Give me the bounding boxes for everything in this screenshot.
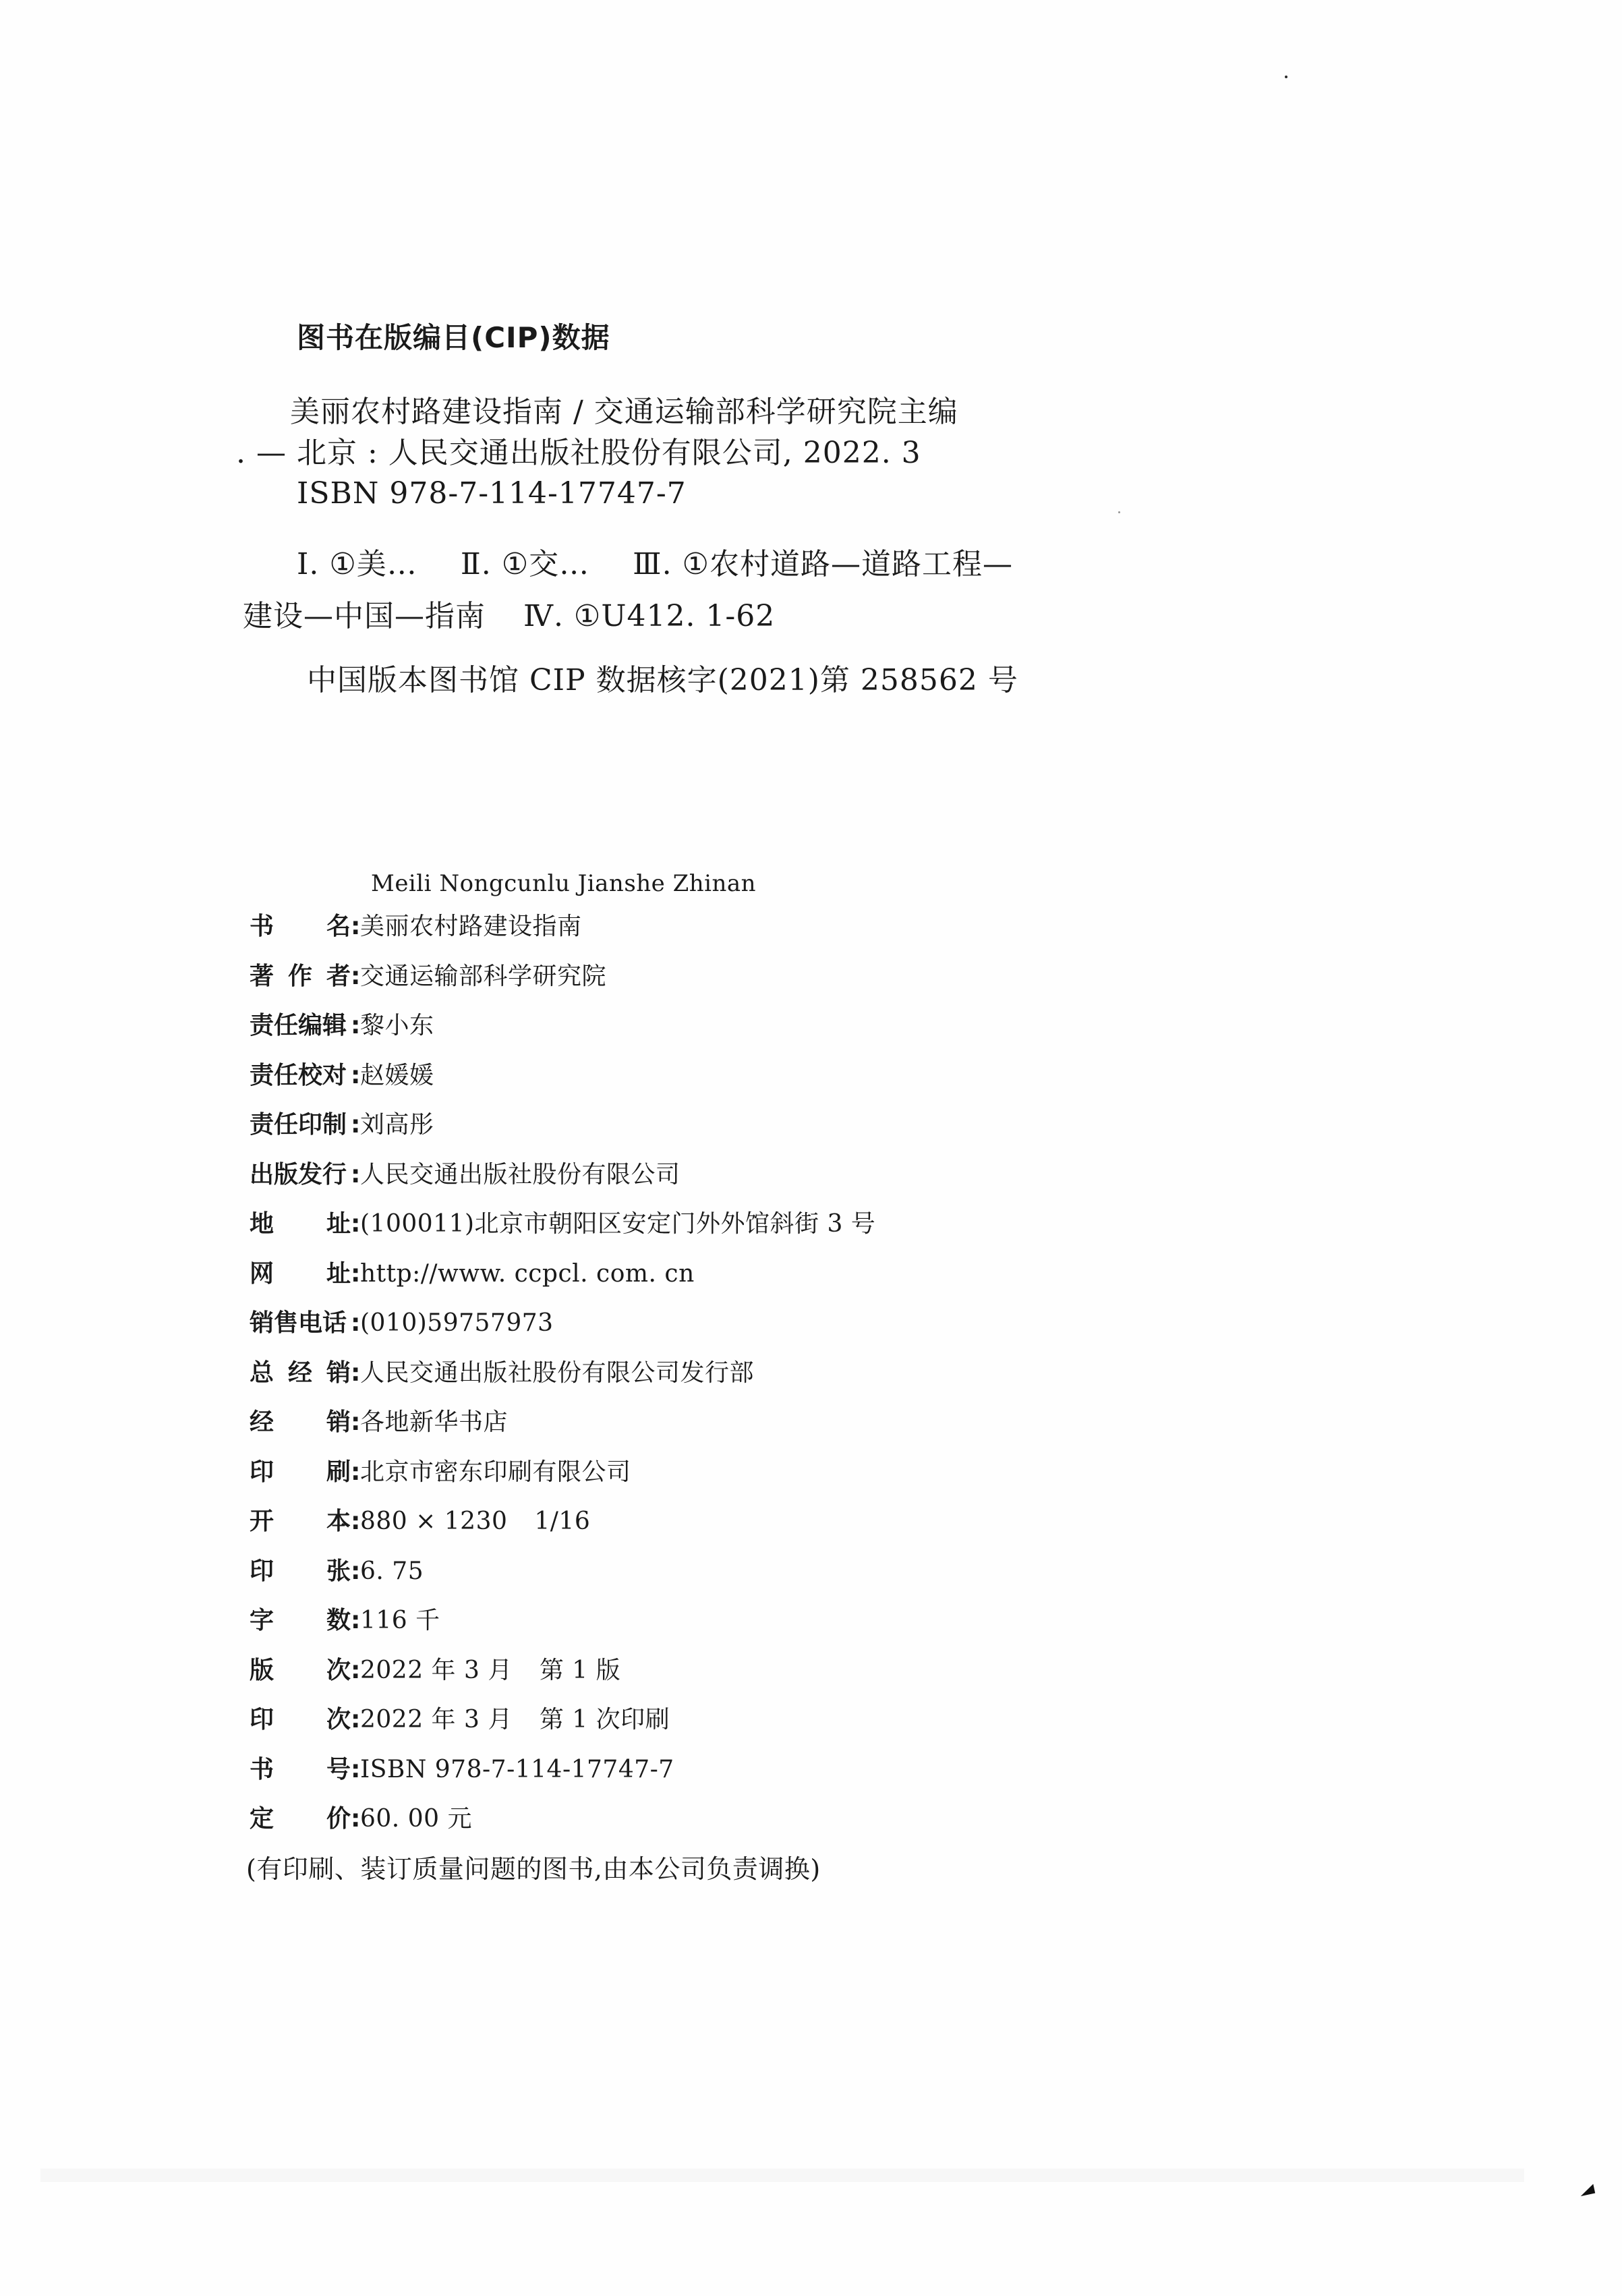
publication-info-table	[250, 907, 1261, 1849]
info-label-char: 开	[250, 1508, 274, 1535]
info-colon: :	[351, 1061, 361, 1089]
info-colon: :	[351, 1458, 361, 1486]
cip-isbn-line: ISBN 978-7-114-17747-7	[297, 476, 687, 511]
info-value-text: 880 × 1230	[360, 1508, 508, 1535]
info-label-char: 出版发行	[250, 1160, 347, 1188]
info-row	[250, 1006, 1261, 1056]
info-label-char: 责任校对	[250, 1061, 347, 1089]
info-colon: :	[351, 1557, 361, 1585]
cip-subject-seg-4: 建设—中国—指南	[243, 599, 486, 633]
info-label-char: 总	[250, 1358, 274, 1387]
info-colon: :	[351, 1656, 361, 1684]
info-value-text: 人民交通出版社股份有限公司	[360, 1160, 680, 1188]
info-row	[250, 1205, 1261, 1255]
cip-publisher-line: . — 北京 : 人民交通出版社股份有限公司, 2022. 3	[236, 436, 921, 470]
info-label-char: 字	[250, 1607, 274, 1634]
info-row	[250, 1750, 1261, 1800]
info-value	[360, 1309, 554, 1337]
info-label	[250, 1800, 351, 1834]
info-label-char: 销售电话	[250, 1309, 347, 1337]
info-value-text: 交通运输部科学研究院	[360, 962, 607, 990]
info-colon: :	[351, 1358, 361, 1387]
info-label	[250, 1601, 351, 1636]
info-label	[250, 1255, 351, 1289]
info-label-char: 经	[250, 1408, 274, 1436]
info-value-text: (010)59757973	[360, 1309, 554, 1337]
info-row	[250, 1502, 1261, 1552]
info-label	[250, 1106, 351, 1140]
info-colon: :	[351, 1210, 361, 1238]
info-label-char: 次	[326, 1656, 351, 1684]
scan-speck	[1285, 76, 1287, 78]
info-label-char: 名	[326, 913, 351, 940]
info-value	[360, 1403, 508, 1437]
info-label-char: 次	[326, 1706, 351, 1733]
info-value	[360, 1601, 440, 1636]
cip-classification-code: Ⅳ. ①U412. 1-62	[523, 599, 776, 633]
info-row	[250, 1354, 1261, 1404]
info-value-secondary: 第 1 版	[539, 1656, 621, 1684]
info-row	[250, 1056, 1261, 1106]
info-label	[250, 1205, 351, 1239]
info-value	[360, 1155, 680, 1190]
info-label-char: 著	[250, 962, 274, 990]
info-label	[250, 1651, 351, 1686]
info-colon: :	[351, 1012, 361, 1039]
info-label	[250, 1750, 351, 1785]
info-label-char: 本	[326, 1508, 351, 1535]
info-value	[360, 1006, 434, 1041]
info-label-char: 经	[287, 1358, 312, 1387]
info-label-char: 责任印制	[250, 1111, 347, 1139]
info-row	[250, 1255, 1261, 1304]
info-label	[250, 1502, 351, 1537]
info-value-text: 6. 75	[360, 1557, 424, 1585]
info-colon: :	[351, 1508, 361, 1535]
info-colon: :	[351, 1607, 361, 1634]
info-label	[250, 1155, 351, 1190]
info-colon: :	[351, 1259, 361, 1288]
info-label-char: 销	[326, 1408, 351, 1436]
info-label	[250, 1403, 351, 1437]
info-value-text: ISBN 978-7-114-17747-7	[360, 1755, 674, 1783]
info-row	[250, 1106, 1261, 1155]
info-label	[250, 1552, 351, 1586]
cip-heading: 图书在版编目(CIP)数据	[297, 321, 610, 354]
info-value-text: 2022 年 3 月	[360, 1656, 513, 1684]
cip-subject-seg-3: Ⅲ. ①农村道路—道路工程—	[633, 547, 1013, 581]
info-value-text: 美丽农村路建设指南	[360, 913, 582, 940]
info-label-char: 版	[250, 1656, 274, 1684]
info-row	[250, 1453, 1261, 1503]
info-value	[360, 1205, 875, 1239]
cip-classification-line	[243, 592, 775, 635]
pinyin-title: Meili Nongcunlu Jianshe Zhinan	[371, 870, 757, 897]
info-value-text: http://www. ccpcl. com. cn	[360, 1259, 695, 1288]
info-colon: :	[351, 1706, 361, 1733]
cip-subject-seg-1: Ⅰ. ①美…	[297, 547, 417, 581]
info-label-char: 网	[250, 1259, 274, 1288]
info-row	[250, 1552, 1261, 1602]
info-colon: :	[351, 1309, 361, 1337]
info-label-char: 址	[326, 1210, 351, 1238]
info-label-char: 者	[326, 962, 351, 990]
info-colon: :	[351, 962, 361, 990]
info-label	[250, 907, 351, 942]
info-label-char: 刷	[326, 1458, 351, 1486]
info-label-char: 作	[287, 962, 312, 990]
info-colon: :	[351, 913, 361, 940]
info-colon: :	[351, 1408, 361, 1436]
info-label	[250, 1700, 351, 1735]
info-label	[250, 1354, 351, 1388]
info-colon: :	[351, 1755, 361, 1783]
info-value	[360, 1756, 674, 1783]
info-colon: :	[351, 1805, 361, 1833]
info-value	[360, 1557, 424, 1585]
info-label-char: 印	[250, 1458, 274, 1486]
info-value	[360, 957, 606, 992]
info-row	[250, 1304, 1261, 1354]
info-row	[250, 957, 1261, 1007]
info-value	[360, 1700, 670, 1735]
info-label	[250, 1453, 351, 1487]
info-label-char: 址	[326, 1259, 351, 1288]
info-label-char: 号	[326, 1755, 351, 1783]
info-label	[250, 1056, 351, 1091]
info-label-char: 销	[326, 1358, 351, 1387]
info-value-text: 2022 年 3 月	[360, 1706, 513, 1733]
info-value	[360, 1651, 620, 1686]
info-label	[250, 1304, 351, 1338]
info-row	[250, 1155, 1261, 1205]
info-row	[250, 1700, 1261, 1750]
info-value-text: 刘高彤	[360, 1111, 434, 1139]
info-value	[360, 1106, 434, 1140]
cip-title-line: 美丽农村路建设指南 / 交通运输部科学研究院主编	[290, 395, 958, 429]
info-label-char: 定	[250, 1805, 274, 1833]
cip-record-number: 中国版本图书馆 CIP 数据核字(2021)第 258562 号	[307, 663, 1018, 697]
info-value	[360, 1354, 754, 1388]
info-label-char: 印	[250, 1557, 274, 1585]
info-value-text: 北京市密东印刷有限公司	[360, 1458, 631, 1486]
info-value	[360, 1260, 695, 1288]
info-label	[250, 957, 351, 992]
info-label	[250, 1006, 351, 1041]
info-value-secondary: 1/16	[534, 1508, 591, 1535]
info-label-char: 责任编辑	[250, 1012, 347, 1039]
info-label-char: 张	[326, 1557, 351, 1585]
info-value-text: 人民交通出版社股份有限公司发行部	[360, 1358, 755, 1387]
info-value-text: 黎小东	[360, 1012, 434, 1039]
info-value-secondary: 第 1 次印刷	[539, 1706, 670, 1733]
info-label-char: 地	[250, 1210, 274, 1238]
info-row	[250, 1651, 1261, 1701]
info-value-text: (100011)北京市朝阳区安定门外外馆斜街 3 号	[360, 1210, 876, 1238]
info-colon: :	[351, 1160, 361, 1188]
scan-edge-band	[40, 2169, 1524, 2182]
info-colon: :	[351, 1111, 361, 1139]
info-value	[360, 907, 582, 942]
info-value-text: 60. 00 元	[360, 1805, 472, 1833]
info-label-char: 价	[326, 1805, 351, 1833]
info-value	[360, 1453, 631, 1487]
info-label-char: 书	[250, 913, 274, 940]
info-row	[250, 1601, 1261, 1651]
info-row	[250, 1403, 1261, 1453]
info-value	[360, 1056, 434, 1091]
info-value-text: 116 千	[360, 1607, 440, 1634]
corner-mark	[1579, 2184, 1595, 2196]
info-label-char: 书	[250, 1755, 274, 1783]
info-value	[360, 1800, 472, 1834]
info-value	[360, 1508, 590, 1535]
info-value-text: 各地新华书店	[360, 1408, 509, 1436]
scan-speck	[1118, 511, 1120, 513]
cip-subject-line	[297, 540, 1013, 583]
info-row	[250, 1800, 1261, 1849]
info-row	[250, 907, 1261, 957]
info-value-text: 赵媛媛	[360, 1061, 434, 1089]
info-label-char: 数	[326, 1607, 351, 1634]
info-label-char: 印	[250, 1706, 274, 1733]
cip-subject-seg-2: Ⅱ. ①交…	[460, 547, 590, 581]
footnote: (有印刷、装订质量问题的图书,由本公司负责调换)	[246, 1854, 821, 1884]
